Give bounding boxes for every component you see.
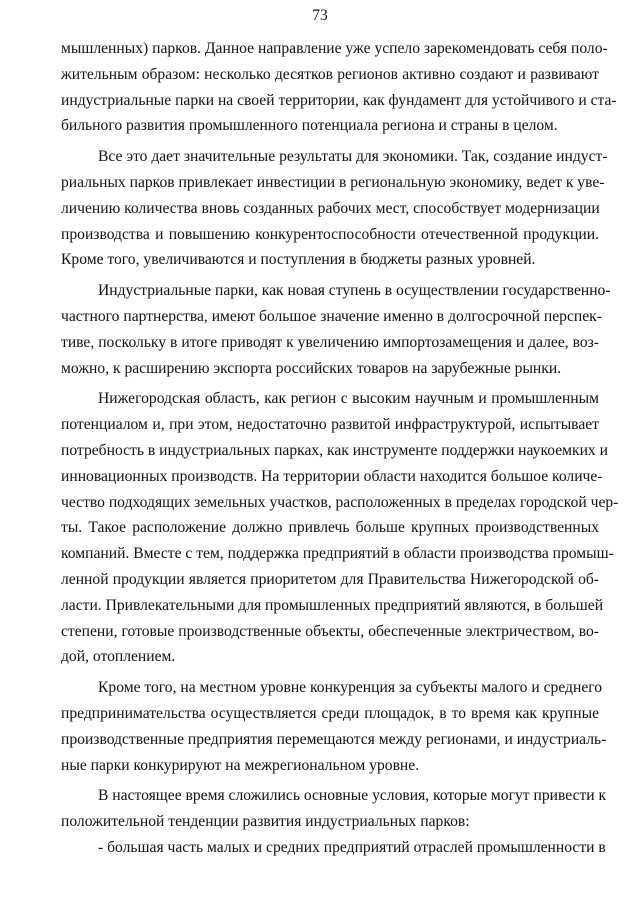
text-line: Кроме того, на местном уровне конкуренция за субъекты малого и среднего xyxy=(98,679,603,697)
text-line: положительной тенденции развития индустриальных парков: xyxy=(61,813,470,831)
text-line: мышленных) парков. Данное направление уже успело зарекомендовать себя поло- xyxy=(61,40,608,57)
text-line: Нижегородская область, как регион с высоким научным и промышленным xyxy=(98,390,599,408)
text-line: потенциалом и, при этом, недостаточно развитой инфраструктурой, испытывает xyxy=(61,416,599,434)
text-line: частного партнерства, имеют большое значение именно в долгосрочной перспек- xyxy=(61,307,602,325)
text-line: степени, готовые производственные объекты, обеспеченные электричеством, во- xyxy=(61,622,599,640)
paragraph-4 xyxy=(61,386,619,670)
text-line: бильного развития промышленного потенциала региона и страны в целом. xyxy=(61,117,558,135)
text-line: ласти. Привлекательными для промышленных предприятий являются, в большей xyxy=(61,596,604,614)
text-line: риальных парков привлекает инвестиции в региональную экономику, ведет к уве- xyxy=(61,173,605,191)
text-line: жительным образом: несколько десятков регионов активно создают и развивают xyxy=(61,65,599,83)
text-line: можно, к расширению экспорта российских товаров на зарубежные рынки. xyxy=(61,359,562,377)
document-body xyxy=(61,36,619,861)
text-line: дой, отоплением. xyxy=(61,648,176,666)
paragraph-5 xyxy=(61,675,607,778)
text-line: производственные предприятия перемещаются между регионами, и индустриаль- xyxy=(61,730,607,748)
text-line: инновационных производств. На территории области находится большое количе- xyxy=(61,467,603,485)
paragraph-6 xyxy=(61,783,607,835)
text-line: Кроме того, увеличиваются и поступления в бюджеты разных уровней. xyxy=(61,251,536,269)
page-number: 73 xyxy=(312,7,328,24)
text-line: производства и повышению конкурентоспособности отечественной продукции. xyxy=(61,225,599,243)
paragraph-1 xyxy=(61,36,617,139)
text-line: тиве, поскольку в итоге приводят к увеличению импортозамещения и далее, воз- xyxy=(61,333,599,351)
text-line: ленной продукции является приоритетом для Правительства Нижегородской об- xyxy=(61,570,599,588)
text-line: - большая часть малых и средних предприятий отраслей промышленности в xyxy=(98,838,606,856)
text-line: В настоящее время сложились основные условия, которые могут привести к xyxy=(98,787,607,805)
text-line: чество подходящих земельных участков, расположенных в пределах городской чер- xyxy=(61,493,619,511)
paragraph-2 xyxy=(61,144,608,273)
text-line: ты. Такое расположение должно привлечь больше крупных производственных xyxy=(61,519,599,537)
list-item xyxy=(61,835,606,861)
text-line: компаний. Вместе с тем, поддержка предприятий в области производства промыш- xyxy=(61,545,614,563)
text-line: личению количества вновь созданных рабочих мест, способствует модернизации xyxy=(61,199,600,217)
text-line: индустриальные парки на своей территории, как фундамент для устойчивого и ста- xyxy=(61,91,617,109)
text-line: предпринимательства осуществляется среди площадок, в то время как крупные xyxy=(61,704,599,722)
text-line: Все это дает значительные результаты для экономики. Так, создание индуст- xyxy=(98,148,608,166)
text-line: Индустриальные парки, как новая ступень в осуществлении государственно- xyxy=(98,282,611,300)
paragraph-3 xyxy=(61,278,611,381)
text-line: потребность в индустриальных парках, как инструменте поддержки наукоемких и xyxy=(61,441,608,459)
text-line: ные парки конкурируют на межрегиональном уровне. xyxy=(61,756,420,774)
